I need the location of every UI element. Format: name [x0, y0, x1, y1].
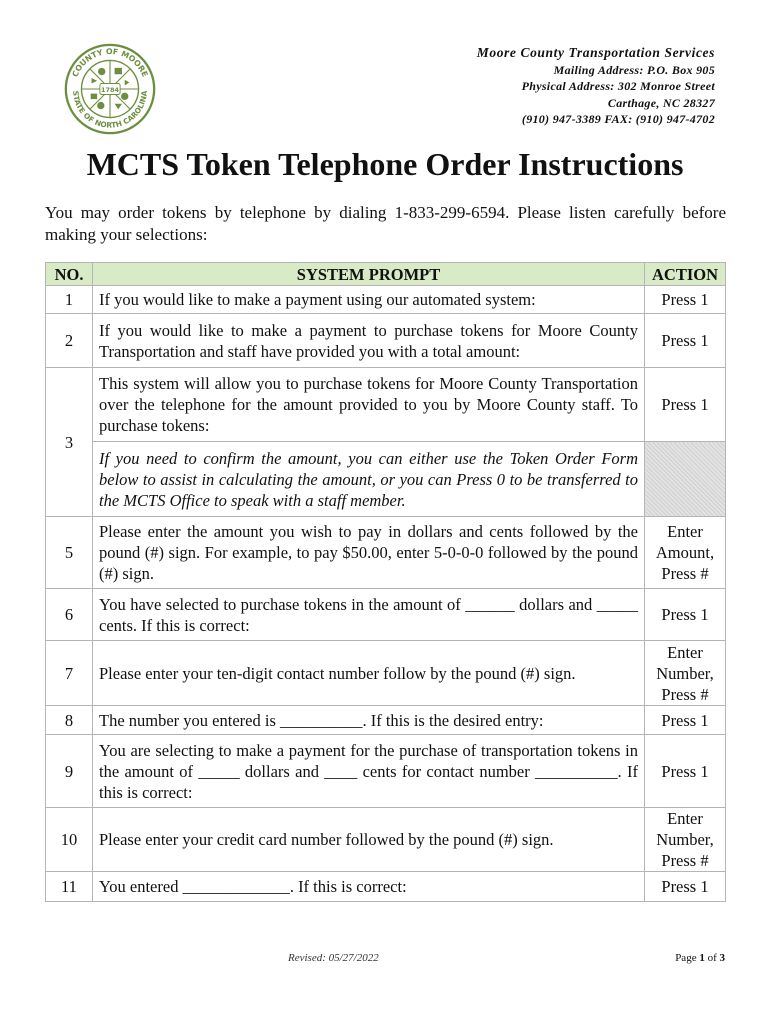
table-row: [46, 517, 726, 589]
row-number: 7: [46, 641, 93, 706]
county-seal-logo: [64, 43, 156, 135]
row-number: 8: [46, 706, 93, 735]
table-row: [46, 872, 726, 902]
page-number: [675, 952, 725, 964]
row-number: 3: [46, 368, 93, 517]
table-row: [46, 735, 726, 808]
row-number: 10: [46, 808, 93, 872]
row-action: Press 1: [645, 589, 726, 641]
table-header-row: [46, 263, 726, 286]
row-prompt: Please enter your credit card number followed by the pound (#) sign.: [93, 808, 645, 872]
table-row-note: [46, 442, 726, 517]
row-prompt: Please enter the amount you wish to pay in dollars and cents followed by the pound (#) sign. For example, to pay $50.00, enter 5-0-0-0 followed by the pound (#) sign.: [93, 517, 645, 589]
row-number: 5: [46, 517, 93, 589]
header-system-prompt: SYSTEM PROMPT: [93, 263, 645, 286]
row-prompt: You entered _____________. If this is correct:: [93, 872, 645, 902]
table-row: [46, 368, 726, 442]
physical-address: Physical Address: 302 Monroe Street: [521, 79, 715, 93]
row-prompt: The number you entered is __________. If this is the desired entry:: [93, 706, 645, 735]
row-prompt: If you would like to make a payment using our automated system:: [93, 286, 645, 314]
table-row: [46, 589, 726, 641]
svg-text:STATE OF NORTH CAROLINA: STATE OF NORTH CAROLINA: [71, 90, 149, 130]
row-prompt: If you would like to make a payment to purchase tokens for Moore County Transportation and staff have provided you with a total amount:: [93, 314, 645, 368]
row-number: 6: [46, 589, 93, 641]
page-total: 3: [719, 952, 725, 964]
instructions-table: [45, 262, 726, 902]
table-row: [46, 641, 726, 706]
header-no: NO.: [46, 263, 93, 286]
row-action: Press 1: [645, 735, 726, 808]
table-row: [46, 808, 726, 872]
table-row: [46, 706, 726, 735]
svg-text:COUNTY OF MOORE: COUNTY OF MOORE: [70, 46, 150, 79]
row-number: 2: [46, 314, 93, 368]
row-action: Press 1: [645, 368, 726, 442]
phone-fax: (910) 947-3389 FAX: (910) 947-4702: [521, 112, 715, 126]
page-prefix: Page: [675, 952, 697, 964]
row-prompt: This system will allow you to purchase tokens for Moore County Transportation over the telephone for the amount provided to you by Moore County staff. To purchase tokens:: [93, 368, 645, 442]
intro-paragraph: You may order tokens by telephone by dialing 1-833-299-6594. Please listen carefully before making your selections:: [45, 203, 726, 244]
row-note: If you need to confirm the amount, you can either use the Token Order Form below to assist in calculating the amount, or you can Press 0 to be transferred to the MCTS Office to speak with a staff member.: [93, 442, 645, 517]
row-action: Enter Number, Press #: [645, 808, 726, 872]
row-action: Enter Amount, Press #: [645, 517, 726, 589]
header-address-block: [477, 45, 715, 128]
row-action: Press 1: [645, 706, 726, 735]
page-of: of: [707, 952, 717, 964]
shaded-empty-cell: [645, 442, 726, 517]
row-action: Press 1: [645, 314, 726, 368]
row-action: Press 1: [645, 872, 726, 902]
row-number: 9: [46, 735, 93, 808]
seal-year: 1784: [101, 85, 119, 94]
table-row: [46, 314, 726, 368]
row-number: 1: [46, 286, 93, 314]
row-action: Press 1: [645, 286, 726, 314]
row-prompt: You have selected to purchase tokens in the amount of ______ dollars and _____ cents. If this is correct:: [93, 589, 645, 641]
header-action: ACTION: [645, 263, 726, 286]
row-action: Enter Number, Press #: [645, 641, 726, 706]
page-current: 1: [699, 952, 705, 964]
revised-date: Revised: 05/27/2022: [288, 952, 379, 964]
page-title: MCTS Token Telephone Order Instructions: [86, 146, 684, 182]
city-state-zip: Carthage, NC 28327: [607, 95, 715, 110]
row-prompt: You are selecting to make a payment for the purchase of transportation tokens in the amount of _____ dollars and ____ cents for contact number __________. If this is correct:: [93, 735, 645, 808]
mailing-address: Mailing Address: P.O. Box 905: [553, 62, 715, 77]
row-number: 11: [46, 872, 93, 902]
row-prompt: Please enter your ten-digit contact number follow by the pound (#) sign.: [93, 641, 645, 706]
table-row: [46, 286, 726, 314]
org-name: Moore County Transportation Services: [476, 45, 715, 60]
